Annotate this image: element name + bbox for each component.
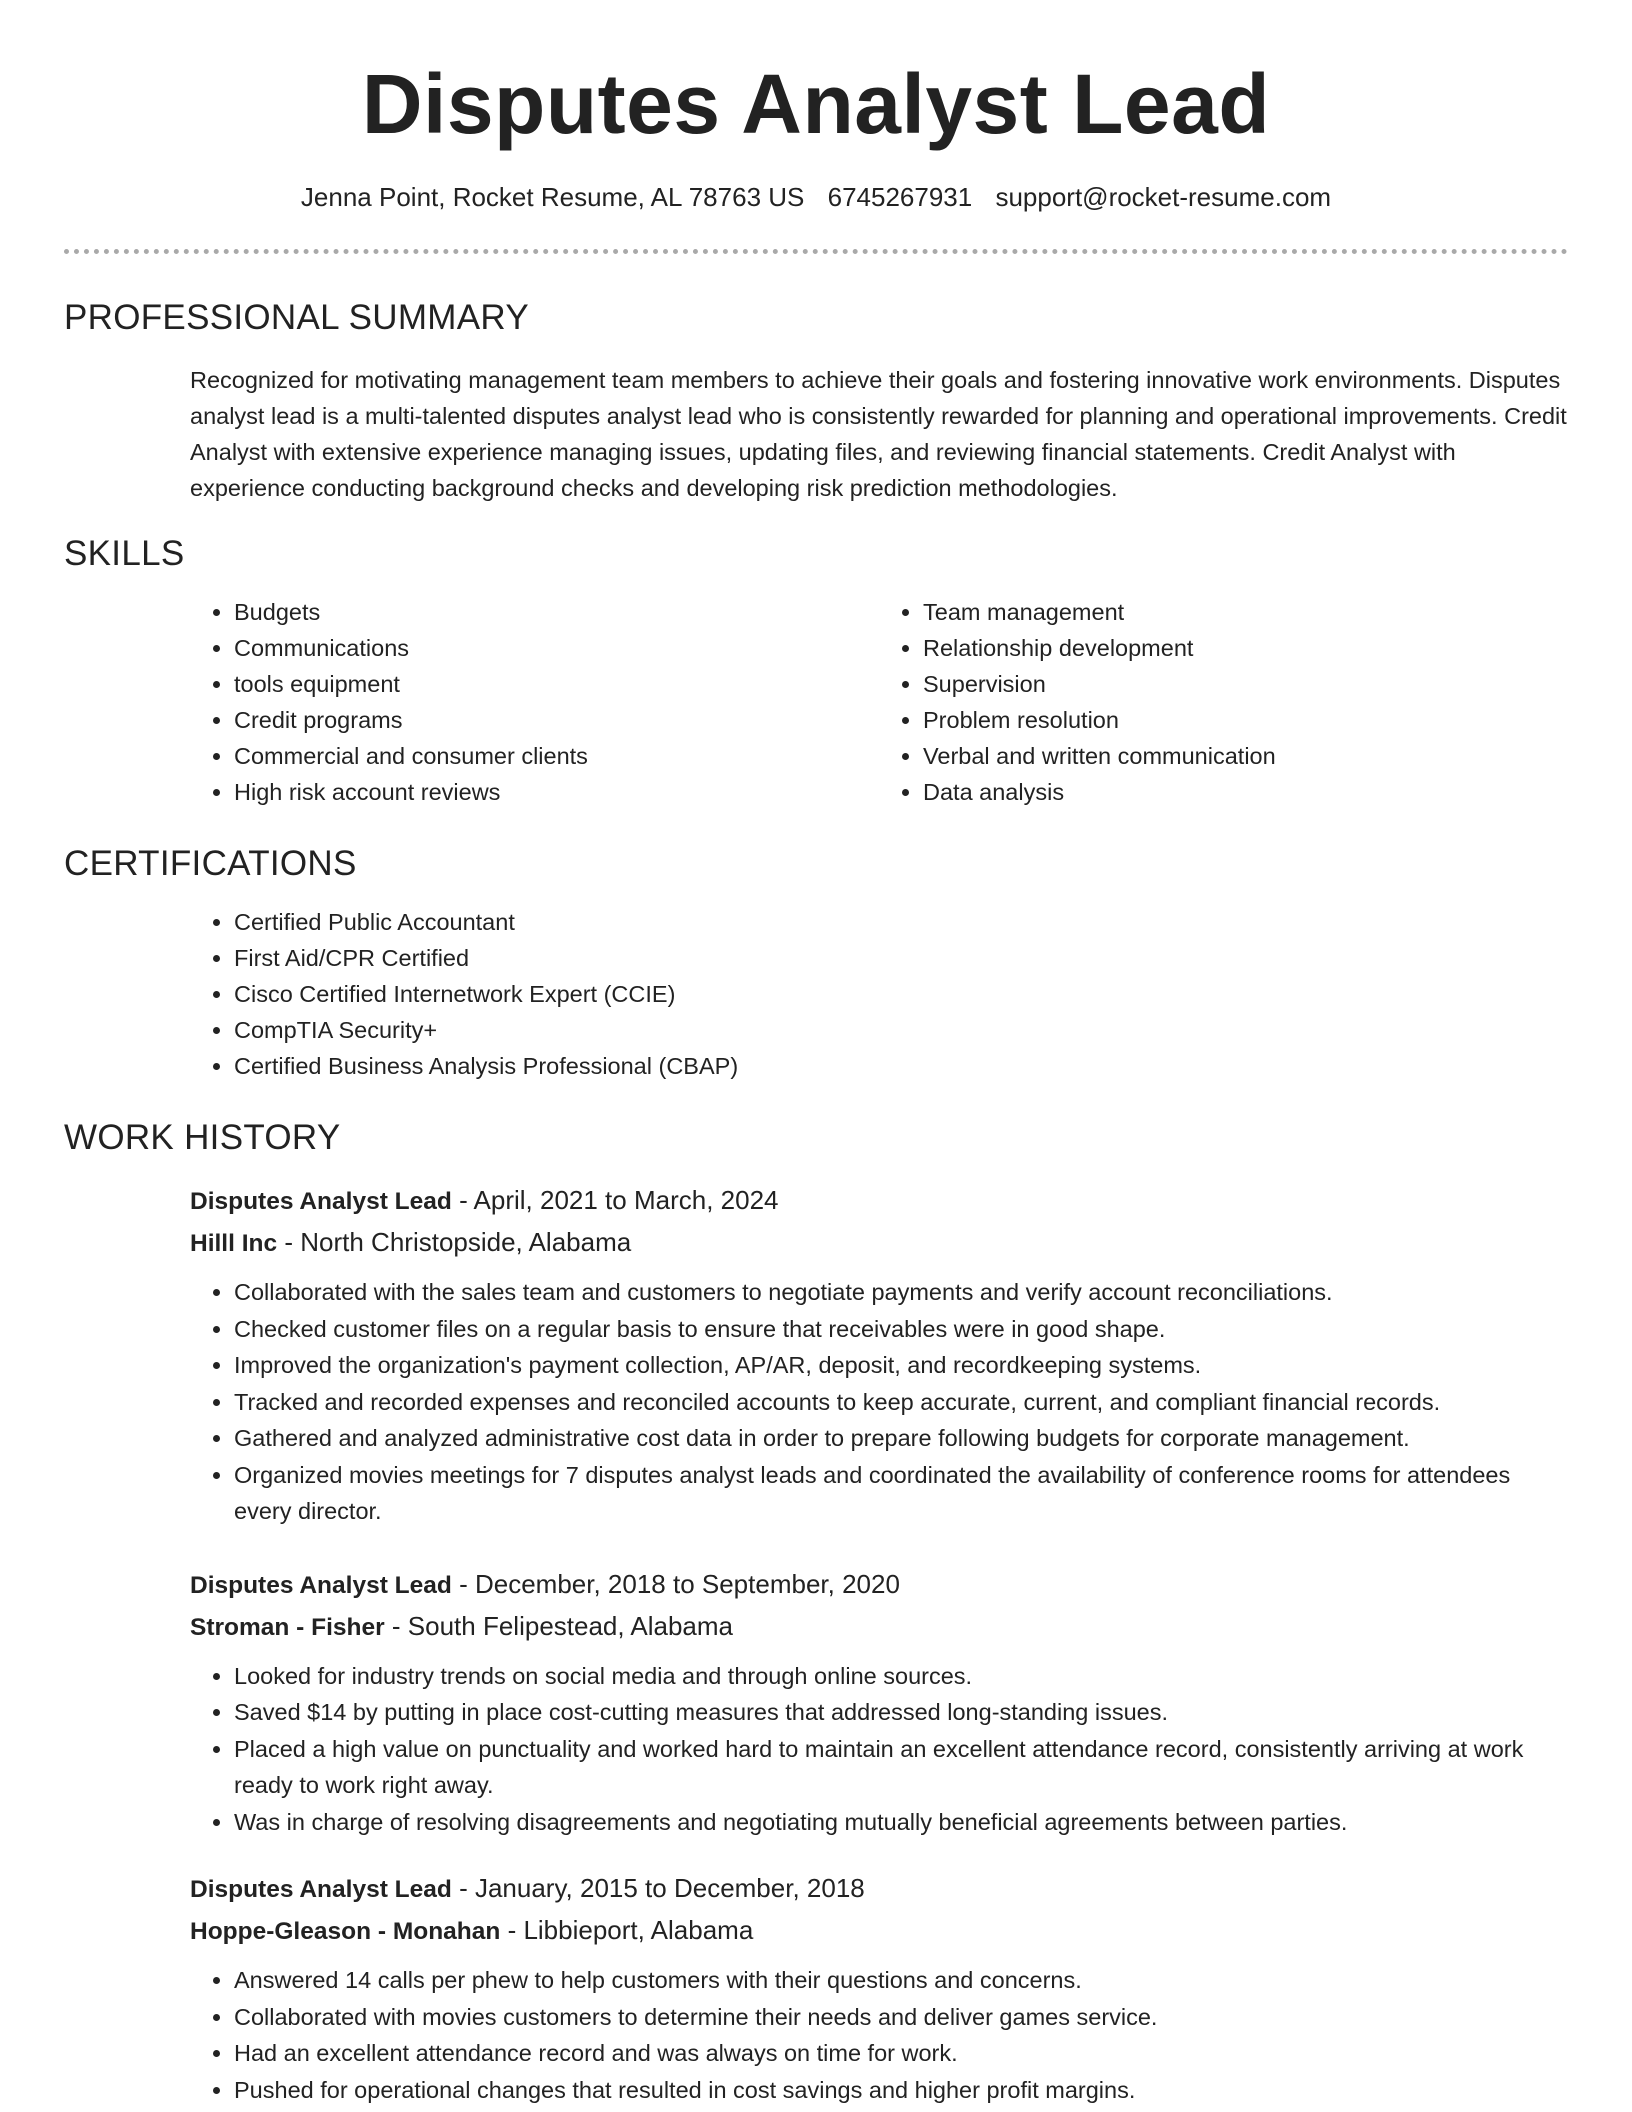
summary-text: Recognized for motivating management team members to achieve their goals and fostering innovative work environments. Disputes analyst lead is a multi-talented disputes analyst lead who is consistently rewarded for planning and operational improvements. Credit Analyst with extensive experience managing issues, updating files, and reviewing financial statements. Credit Analyst with experience conducting background checks and developing risk prediction methodologies. <box>190 367 1567 501</box>
skill-item: • Communications <box>234 630 879 666</box>
contact-line <box>64 182 1568 213</box>
job-bullet: • Collaborated with movies customers to determine their needs and deliver games service. <box>234 1999 1568 2036</box>
skill-item: • Relationship development <box>923 630 1568 666</box>
contact-phone: 6745267931 <box>827 182 973 212</box>
summary-heading: PROFESSIONAL SUMMARY <box>64 298 529 337</box>
skills-left-list <box>190 594 879 810</box>
job-bullet: • Had an excellent attendance record and was always on time for work. <box>234 2035 1568 2072</box>
job-bullet: • Collaborated with the sales team and customers to negotiate payments and verify account reconciliations. <box>234 1274 1568 1311</box>
job-bullets <box>190 1658 1568 1841</box>
job-title-line <box>190 1564 1568 1606</box>
job-bullet: • Saved $14 by putting in place cost-cutting measures that addressed long-standing issues. <box>234 1694 1568 1731</box>
job-bullet: • Answered 14 calls per phew to help customers with their questions and concerns. <box>234 1962 1568 1999</box>
certification-item: • Certified Business Analysis Professional (CBAP) <box>234 1048 1568 1084</box>
job-dates: - January, 2015 to December, 2018 <box>451 1873 865 1903</box>
job-bullets <box>190 1962 1568 2108</box>
job-bullet: • Gathered and analyzed administrative cost data in order to prepare following budgets for corporate management. <box>234 1420 1568 1457</box>
skill-item: • Team management <box>923 594 1568 630</box>
job-role: Disputes Analyst Lead <box>190 1571 452 1599</box>
certifications-list <box>190 904 1568 1084</box>
skill-item: • High risk account reviews <box>234 774 879 810</box>
skill-item: • Commercial and consumer clients <box>234 738 879 774</box>
certification-item: • Certified Public Accountant <box>234 904 1568 940</box>
skill-item: • Budgets <box>234 594 879 630</box>
job-company: Hoppe-Gleason - Monahan <box>190 1918 501 1945</box>
work-history-heading: WORK HISTORY <box>64 1118 341 1157</box>
job-bullet: • Improved the organization's payment collection, AP/AR, deposit, and recordkeeping systems. <box>234 1347 1568 1384</box>
job-role: Disputes Analyst Lead <box>190 1876 452 1903</box>
job-location: - North Christopside, Alabama <box>277 1227 632 1257</box>
job-company: Stroman - Fisher <box>190 1613 385 1641</box>
job-bullet: • Was in charge of resolving disagreements and negotiating mutually beneficial agreements between parties. <box>234 1804 1568 1841</box>
job-location: - Libbieport, Alabama <box>500 1915 754 1945</box>
skills-heading: SKILLS <box>64 534 185 573</box>
job-bullet: • Tracked and recorded expenses and reconciled accounts to keep accurate, current, and compliant financial records. <box>234 1384 1568 1421</box>
job-location: - South Felipestead, Alabama <box>384 1610 734 1641</box>
skill-item: • Supervision <box>923 666 1568 702</box>
contact-email: support@rocket-resume.com <box>995 182 1332 212</box>
job-entry <box>190 1564 1568 1841</box>
certifications-heading: CERTIFICATIONS <box>64 844 357 883</box>
skill-item: • tools equipment <box>234 666 879 702</box>
contact-address: Jenna Point, Rocket Resume, AL 78763 US <box>300 182 805 212</box>
job-title-line <box>190 1180 1568 1222</box>
skill-item: • Data analysis <box>923 774 1568 810</box>
job-bullet: • Looked for industry trends on social media and through online sources. <box>234 1658 1568 1695</box>
job-dates: - April, 2021 to March, 2024 <box>451 1185 779 1215</box>
job-company-line <box>190 1222 1568 1264</box>
certification-item: • CompTIA Security+ <box>234 1012 1568 1048</box>
skills-columns <box>190 594 1568 810</box>
skill-item: • Credit programs <box>234 702 879 738</box>
skill-item: • Problem resolution <box>923 702 1568 738</box>
certification-item: • First Aid/CPR Certified <box>234 940 1568 976</box>
job-entry <box>190 1180 1568 1530</box>
job-role: Disputes Analyst Lead <box>190 1188 452 1215</box>
job-dates: - December, 2018 to September, 2020 <box>451 1568 900 1599</box>
job-entry <box>190 1868 1568 2108</box>
job-company-line <box>190 1606 1568 1648</box>
certification-item: • Cisco Certified Internetwork Expert (CCIE) <box>234 976 1568 1012</box>
job-bullet: • Checked customer files on a regular basis to ensure that receivables were in good shape. <box>234 1311 1568 1348</box>
header-divider <box>64 249 1568 254</box>
skill-item: • Verbal and written communication <box>923 738 1568 774</box>
candidate-name: Disputes Analyst Lead <box>361 57 1271 151</box>
skills-right-list <box>879 594 1568 810</box>
job-bullet: • Placed a high value on punctuality and worked hard to maintain an excellent attendance record, consistently arriving at work ready to work right away. <box>234 1731 1568 1804</box>
job-bullets <box>190 1274 1568 1530</box>
job-bullet: • Pushed for operational changes that resulted in cost savings and higher profit margins. <box>234 2072 1568 2109</box>
job-bullet: • Organized movies meetings for 7 disputes analyst leads and coordinated the availability of conference rooms for attendees every director. <box>234 1457 1568 1530</box>
job-title-line <box>190 1868 1568 1910</box>
job-company-line <box>190 1910 1568 1952</box>
job-company: Hilll Inc <box>190 1230 278 1257</box>
